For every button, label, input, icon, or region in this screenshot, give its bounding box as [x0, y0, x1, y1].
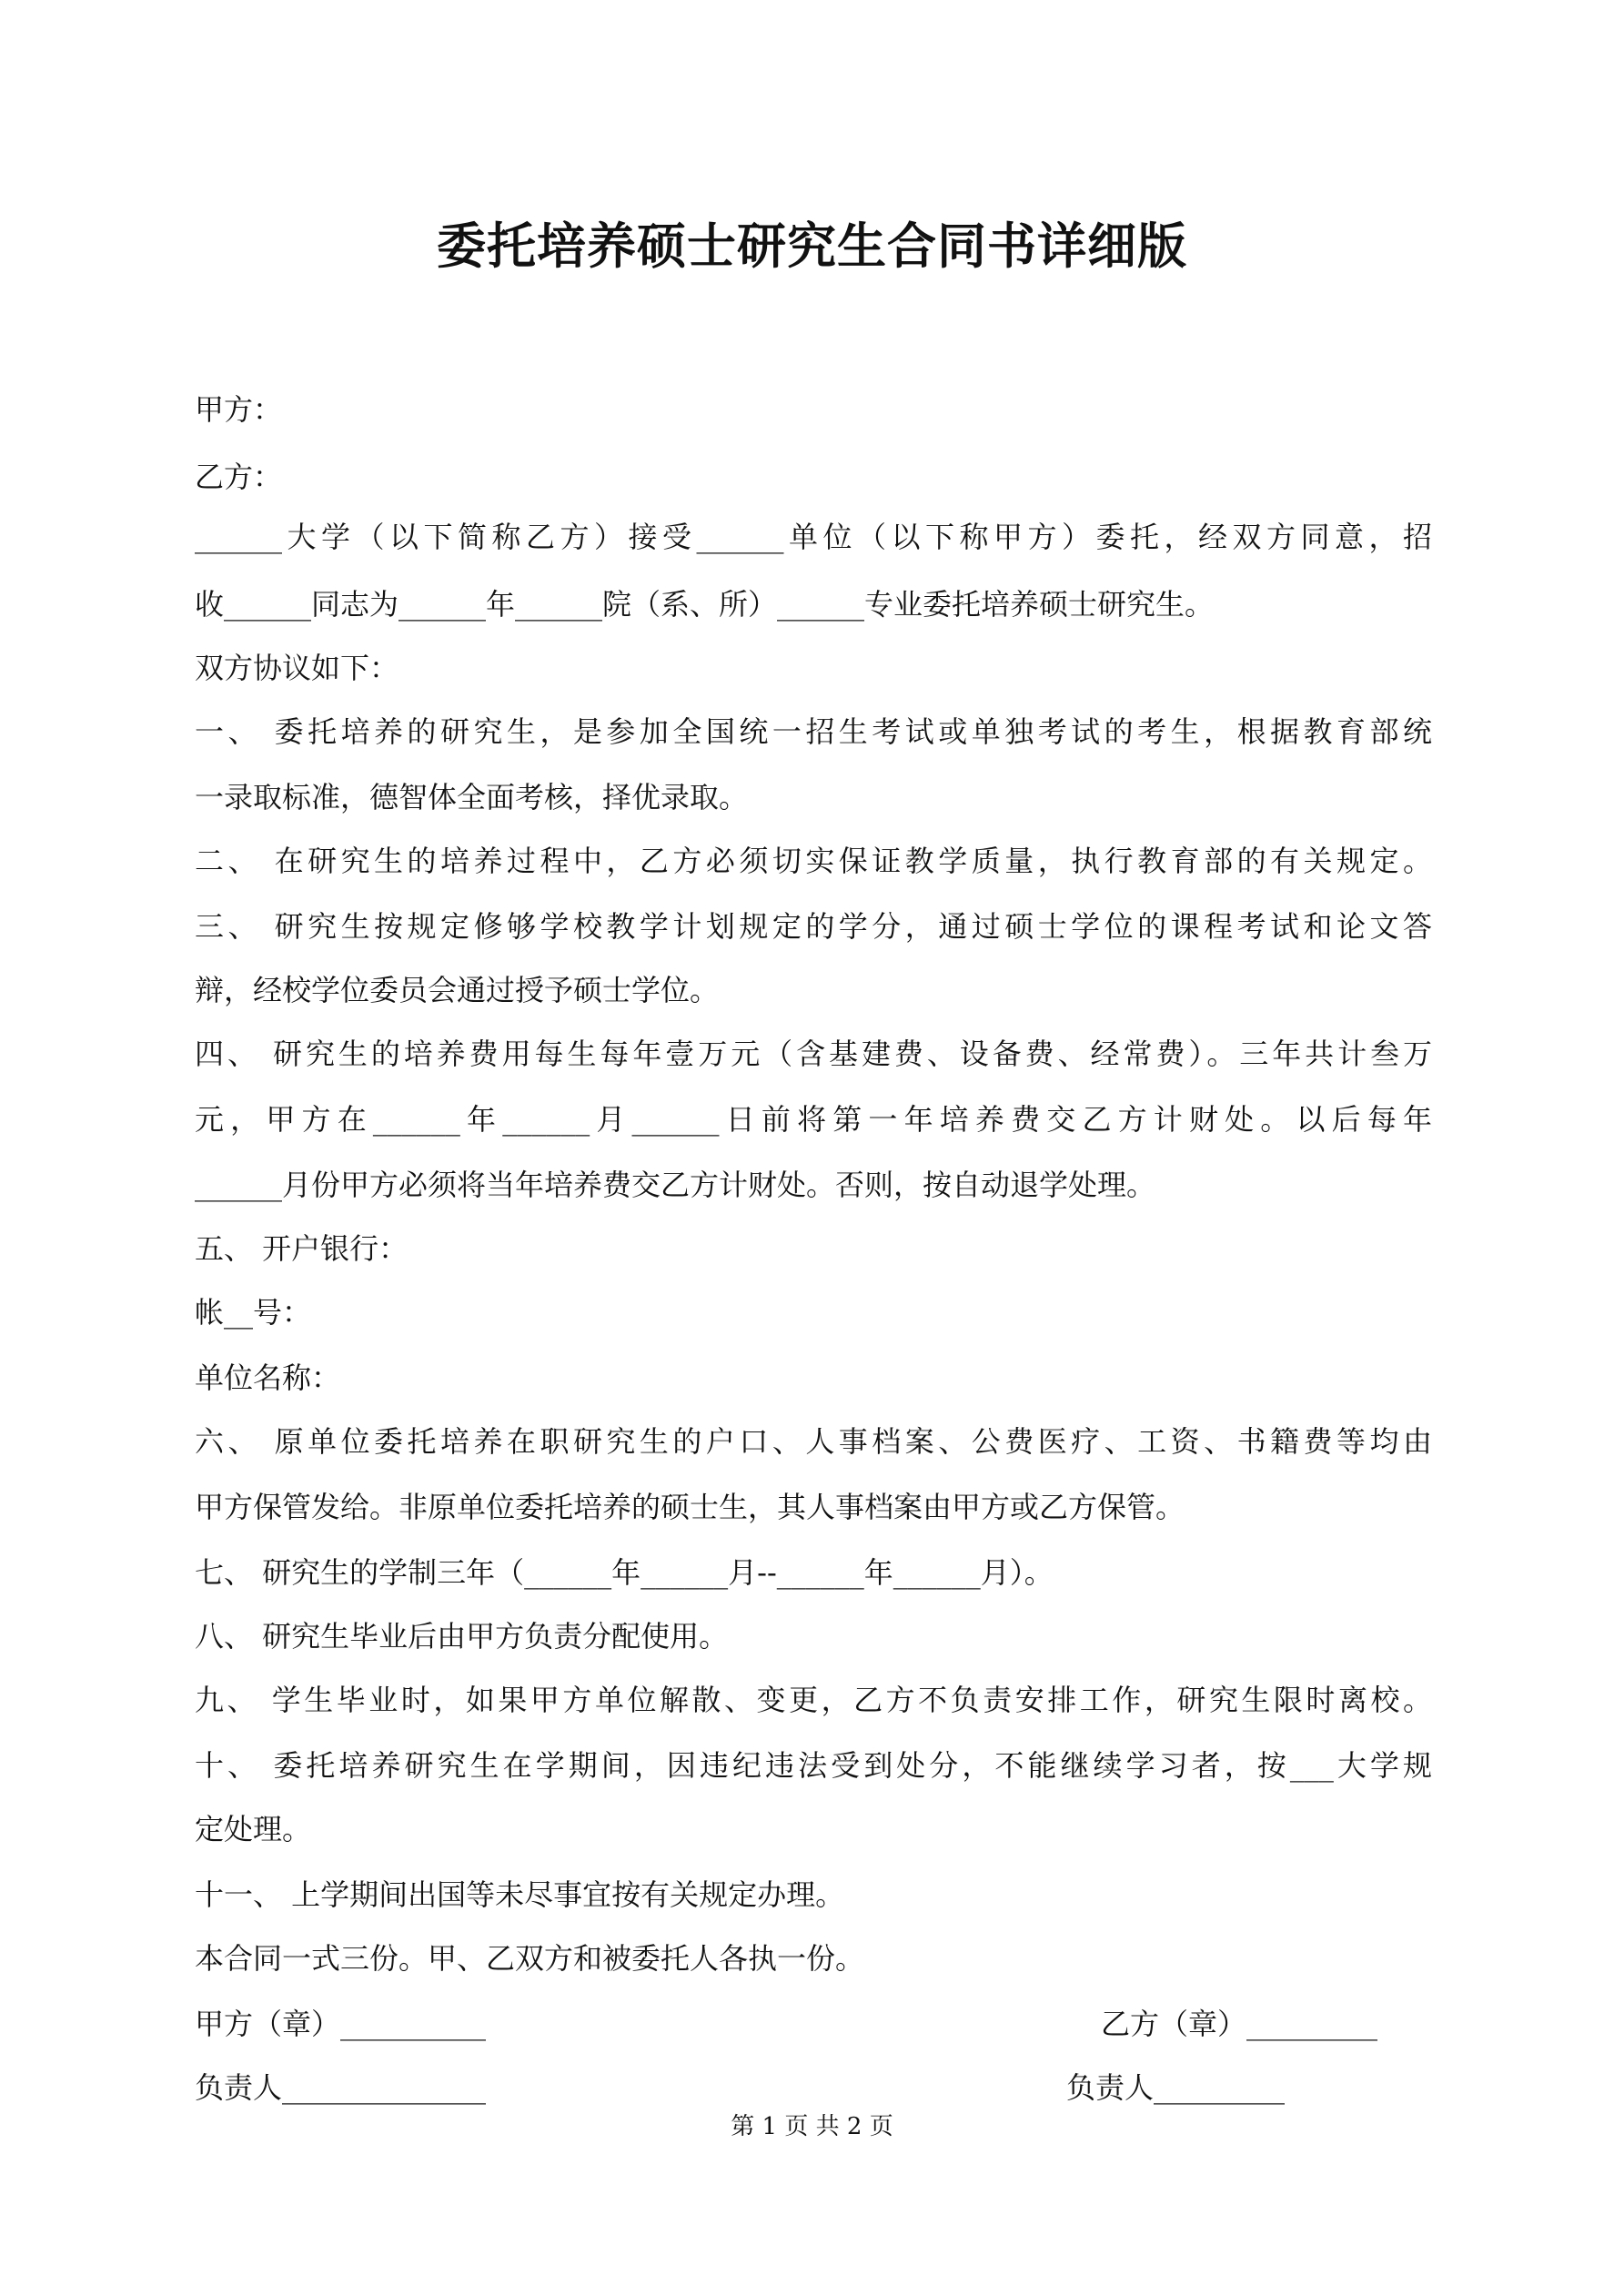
clause-5-account: 帐__号：	[195, 1295, 312, 1330]
clause-1-line-1: 一、 委托培养的研究生，是参加全国统一招生考试或单独考试的考生，根据教育部统	[195, 714, 1432, 749]
clause-3-line-1: 三、 研究生按规定修够学校教学计划规定的学分，通过硕士学位的课程考试和论文答	[195, 909, 1432, 944]
clause-4-line-3: ______月份甲方必须将当年培养费交乙方计财处。否则，按自动退学处理。	[195, 1168, 1156, 1202]
clause-4-line-1: 四、 研究生的培养费用每生每年壹万元（含基建费、设备费、经常费）。三年共计叁万	[195, 1037, 1432, 1071]
document-title: 委托培养硕士研究生合同书详细版	[437, 217, 1187, 275]
party-b-person-line: 负责人_________	[1066, 2070, 1286, 2105]
party-b-seal-line: 乙方（章）_________	[1101, 2007, 1378, 2041]
party-a-person-line: 负责人______________	[195, 2070, 487, 2105]
agreement-heading: 双方协议如下：	[195, 651, 399, 685]
clause-7-line-1: 七、 研究生的学制三年（______年______月--______年______月）。	[195, 1555, 1054, 1590]
clause-5-unit-name: 单位名称：	[195, 1360, 341, 1395]
clause-6-line-1: 六、 原单位委托培养在职研究生的户口、人事档案、公费医疗、工资、书籍费等均由	[195, 1424, 1432, 1459]
clause-8-line-1: 八、 研究生毕业后由甲方负责分配使用。	[195, 1619, 729, 1654]
clause-4-line-2: 元，甲方在______年______月______日前将第一年培养费交乙方计财处。以后每年	[195, 1102, 1432, 1137]
clause-9-line-1: 九、 学生毕业时，如果甲方单位解散、变更，乙方不负责安排工作，研究生限时离校。	[195, 1683, 1432, 1717]
clause-5-bank: 五、 开户银行：	[195, 1231, 409, 1266]
clause-10-line-2: 定处理。	[195, 1812, 312, 1846]
clause-11-line-1: 十一、 上学期间出国等未尽事宜按有关规定办理。	[195, 1877, 845, 1912]
party-a-line: 甲方：	[195, 392, 283, 427]
copies-statement: 本合同一式三份。甲、乙双方和被委托人各执一份。	[195, 1941, 865, 1976]
clause-10-line-1: 十、 委托培养研究生在学期间，因违纪违法受到处分，不能继续学习者，按___大学规	[195, 1748, 1432, 1783]
intro-line-1: ______大学（以下简称乙方）接受______单位（以下称甲方）委托，经双方同意，招	[195, 520, 1432, 554]
intro-line-2: 收______同志为______年______院（系、所）______专业委托培养硕士研究生。	[195, 587, 1215, 622]
clause-1-line-2: 一录取标准，德智体全面考核，择优录取。	[195, 780, 749, 814]
page-footer: 第 1 页 共 2 页	[731, 2113, 893, 2140]
party-b-line: 乙方：	[195, 460, 283, 494]
clause-2-line-1: 二、 在研究生的培养过程中，乙方必须切实保证教学质量，执行教育部的有关规定。	[195, 844, 1432, 878]
party-a-seal-line: 甲方（章）__________	[195, 2007, 487, 2041]
clause-6-line-2: 甲方保管发给。非原单位委托培养的硕士生，其人事档案由甲方或乙方保管。	[195, 1490, 1185, 1524]
clause-3-line-2: 辩，经校学位委员会通过授予硕士学位。	[195, 973, 720, 1007]
